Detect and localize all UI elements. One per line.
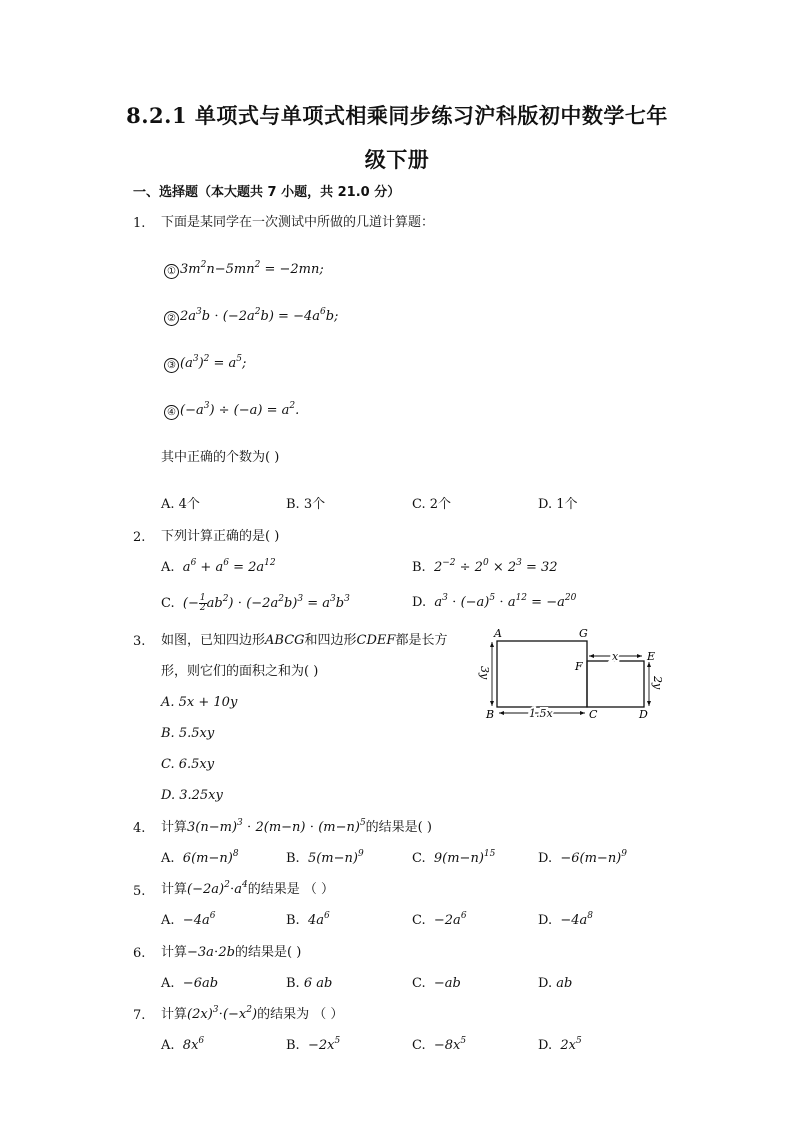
rect-cdef bbox=[587, 661, 644, 707]
dim-2y-arrow-bottom bbox=[647, 701, 651, 706]
q4-stem-pre: 计算 bbox=[161, 820, 188, 835]
dim-x-arrow-left bbox=[589, 654, 594, 658]
label-a: A bbox=[494, 627, 502, 640]
q5-stem-post: 的结果是 （ ） bbox=[247, 882, 335, 897]
q2-number: 2. bbox=[133, 530, 146, 545]
q6-option-b-letter: B. bbox=[286, 976, 300, 991]
q3-stem-part1: 如图，已知四边形 bbox=[161, 633, 266, 648]
q6-stem: 计算−3a⋅2b的结果是( ) bbox=[161, 945, 302, 960]
q1-marker-3: ③ bbox=[164, 358, 179, 373]
q2-option-b-letter: B. bbox=[412, 560, 426, 575]
document-title-line2: 级下册 bbox=[364, 147, 430, 172]
document-title-line1: 8.2.1 单项式与单项式相乘同步练习沪科版初中数学七年 bbox=[126, 103, 668, 128]
dim-3y-label: 3y bbox=[478, 666, 491, 680]
q3-stem-part2: 都是长方 bbox=[395, 633, 448, 648]
dim-1p5x-arrow-left bbox=[499, 711, 504, 715]
q6-option-d-letter: D. bbox=[538, 976, 553, 991]
q4-option-b-letter: B. bbox=[286, 851, 300, 866]
q3-rectangles-figure bbox=[478, 624, 668, 724]
label-e: E bbox=[647, 650, 656, 663]
q1-option-c: C. 2个 bbox=[412, 497, 452, 512]
label-d: D bbox=[639, 708, 648, 721]
q5-option-b-letter: B. bbox=[286, 913, 300, 928]
q1-item-4: ④ $(-a^3) \div (-a) = a^2$. bbox=[164, 402, 299, 420]
q5-option-a: A. $-4a^6$ bbox=[161, 911, 216, 928]
q4-option-c: C. $9(m-n)^{15}$ bbox=[412, 849, 496, 866]
q5-option-d: D. $-4a^8$ bbox=[538, 911, 594, 928]
q4-option-a-letter: A. bbox=[161, 851, 175, 866]
dim-x-arrow-right bbox=[637, 654, 642, 658]
q3-stem-line2: 形，则它们的面积之和为( ) bbox=[161, 664, 319, 679]
label-g: G bbox=[579, 627, 588, 640]
q7-option-d-letter: D. bbox=[538, 1038, 553, 1053]
q4-stem: 计算$3(n-m)^3 \cdot 2(m-n) \cdot (m-n)^5$的结果是( ) bbox=[161, 818, 432, 835]
q2-option-a: A. $a^6 + a^6 = 2a^{12}$ bbox=[161, 558, 276, 575]
q2-stem: 下列计算正确的是( ) bbox=[161, 529, 280, 544]
q7-option-b-letter: B. bbox=[286, 1038, 300, 1053]
q7-option-c: C. $-8x^5$ bbox=[412, 1036, 467, 1053]
q5-option-c-letter: C. bbox=[412, 913, 426, 928]
q2-option-d: D. $a^3 \cdot (-a)^5 \cdot a^{12} = -a^{20}$ bbox=[412, 593, 577, 610]
q5-option-a-letter: A. bbox=[161, 913, 175, 928]
q5-stem: 计算$(-2a)^2\cdot a^4$的结果是 （ ） bbox=[161, 880, 335, 897]
label-c: C bbox=[589, 708, 598, 721]
q3-option-d: D. 3.25xy bbox=[161, 788, 223, 803]
q2-option-a-letter: A. bbox=[161, 560, 175, 575]
q3-stem-and: 和四边形 bbox=[304, 633, 357, 648]
q5-number: 5. bbox=[133, 884, 146, 899]
q6-stem-post: 的结果是( ) bbox=[234, 945, 302, 960]
q3-option-c: C. 6.5xy bbox=[161, 757, 215, 772]
q7-option-a: A. $8x^6$ bbox=[161, 1036, 205, 1053]
q1-option-d: D. 1个 bbox=[538, 497, 578, 512]
q6-option-c-letter: C. bbox=[412, 976, 426, 991]
q5-stem-pre: 计算 bbox=[161, 882, 188, 897]
dim-2y-label: 2y bbox=[651, 676, 664, 690]
q7-stem: 计算$(2x)^3\cdot(-x^2)$的结果为 （ ） bbox=[161, 1005, 344, 1022]
q1-item-3: ③ $(a^3)^2 = a^5$; bbox=[164, 355, 246, 373]
q4-option-b: B. $5(m-n)^9$ bbox=[286, 849, 364, 866]
label-b: B bbox=[486, 708, 495, 721]
q7-option-a-letter: A. bbox=[161, 1038, 175, 1053]
q1-marker-4: ④ bbox=[164, 405, 179, 420]
label-f: F bbox=[575, 660, 583, 673]
q6-option-b: B. 6 ab bbox=[286, 976, 333, 991]
q1-number: 1. bbox=[133, 216, 146, 231]
dim-3y-arrow-bottom bbox=[490, 701, 494, 706]
q6-option-d: D. ab bbox=[538, 976, 573, 991]
q6-option-c: C. −ab bbox=[412, 976, 461, 991]
q7-number: 7. bbox=[133, 1008, 146, 1023]
q4-option-a: A. $6(m-n)^8$ bbox=[161, 849, 239, 866]
q1-stem: 下面是某同学在一次测试中所做的几道计算题： bbox=[161, 215, 435, 230]
q2-option-b: B. $2^{-2} \div 2^0 \times 2^3 = 32$ bbox=[412, 558, 558, 575]
q1-marker-2: ② bbox=[164, 311, 179, 326]
dim-x-label: x bbox=[612, 650, 619, 663]
section-heading: 一、选择题（本大题共 7 小题，共 21.0 分） bbox=[133, 185, 401, 200]
q3-stem-line1 bbox=[161, 632, 447, 650]
q6-stem-pre: 计算 bbox=[161, 945, 188, 960]
q7-stem-pre: 计算 bbox=[161, 1007, 188, 1022]
q6-number: 6. bbox=[133, 946, 146, 961]
q7-option-c-letter: C. bbox=[412, 1038, 426, 1053]
q6-option-a-letter: A. bbox=[161, 976, 175, 991]
q4-number: 4. bbox=[133, 821, 146, 836]
q6-option-a: A. −6ab bbox=[161, 976, 219, 991]
q2-option-c: C. (− $\frac{1}{2}$ $ab^2) \cdot (-2a^2b)^3 = a^3b^3$ bbox=[161, 593, 350, 613]
rect-abcg bbox=[497, 641, 587, 707]
q7-option-b: B. $-2x^5$ bbox=[286, 1036, 341, 1053]
q4-stem-post: 的结果是( ) bbox=[365, 820, 432, 835]
q3-option-b: B. 5.5xy bbox=[161, 726, 215, 741]
q1-marker-1: ① bbox=[164, 264, 179, 279]
q4-option-c-letter: C. bbox=[412, 851, 426, 866]
q3-number: 3. bbox=[133, 634, 146, 649]
q1-option-b: B. 3个 bbox=[286, 497, 326, 512]
q7-option-d: D. $2x^5$ bbox=[538, 1036, 582, 1053]
dim-1p5x-arrow-right bbox=[580, 711, 585, 715]
q3-option-a: A. 5x + 10y bbox=[161, 695, 238, 710]
q3-rect1-name: ABCG bbox=[265, 633, 305, 648]
dim-3y-arrow-top bbox=[490, 642, 494, 647]
q2-option-c-letter: C. bbox=[161, 596, 175, 611]
q4-option-d-letter: D. bbox=[538, 851, 553, 866]
q1-item-1: ① $3m^2n-5mn^2 = -2mn$; bbox=[164, 261, 324, 279]
q1-ask: 其中正确的个数为( ) bbox=[161, 450, 280, 465]
q5-option-d-letter: D. bbox=[538, 913, 553, 928]
q5-option-b: B. $4a^6$ bbox=[286, 911, 330, 928]
dim-1p5x-label: 1.5x bbox=[529, 707, 553, 720]
q3-rect2-name: CDEF bbox=[356, 633, 396, 648]
q4-option-d: D. $-6(m-n)^9$ bbox=[538, 849, 627, 866]
q1-option-a: A. 4个 bbox=[161, 497, 200, 512]
q7-stem-post: 的结果为 （ ） bbox=[257, 1007, 344, 1022]
q1-item-2: ② $2a^3b \cdot (-2a^2b) = -4a^6b$; bbox=[164, 308, 338, 326]
q2-option-d-letter: D. bbox=[412, 595, 427, 610]
q5-option-c: C. $-2a^6$ bbox=[412, 911, 467, 928]
